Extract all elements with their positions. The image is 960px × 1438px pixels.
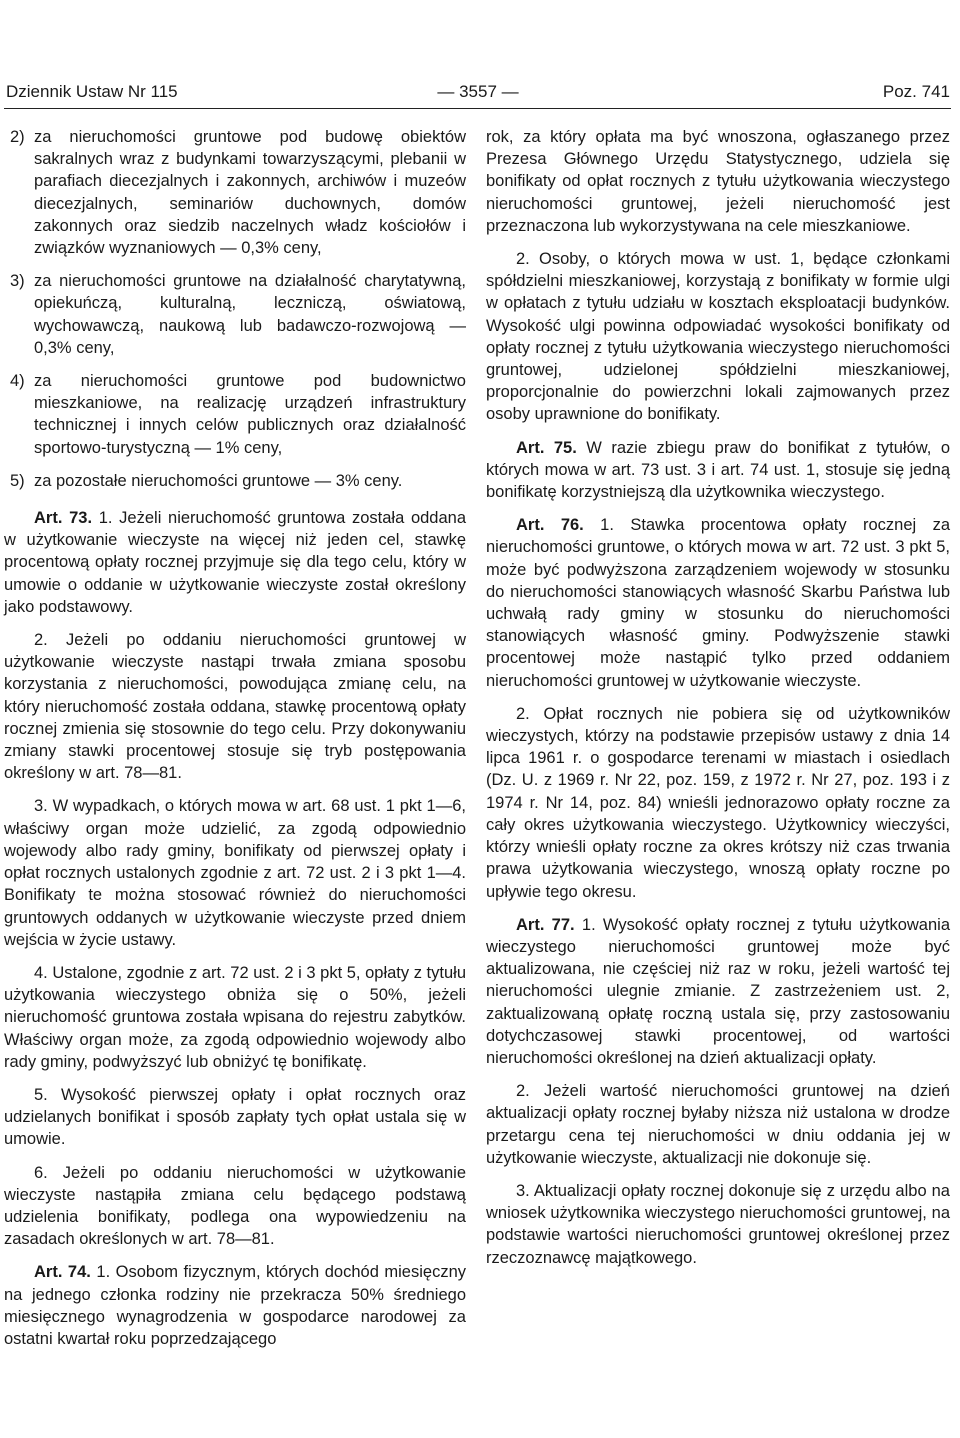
list-item-5 xyxy=(4,470,466,492)
list-item-4 xyxy=(4,370,466,459)
list-number: 3) xyxy=(10,272,25,291)
list-number: 5) xyxy=(10,471,25,490)
article-73-paragraph-2: 2. Jeżeli po oddaniu nieruchomości gruntowej w użytkowanie wieczyste nastąpi trwała zmiana sposobu korzystania z nieruchomości, powodująca zmianę celu, na który nieruchomość została oddana, stawkę procentową opłaty rocznej zmienia się stosownie do tego celu. Przy dokonywaniu zmiany stawki procentowej stosuje się tryb postępowania określony w art. 78—81. xyxy=(4,631,466,783)
article-74-paragraph-2: 2. Osoby, o których mowa w ust. 1, będące członkami spółdzielni mieszkaniowej, korzystają z bonifikaty w formie ulgi w opłatach z tytułu udziału w kosztach eksploatacji budynków. Wysokość ulgi powinna odpowiadać wysokości bonifikaty od opłaty rocznej z tytułu użytkowania wieczystego nieruchomości gruntowej, udzielonej spółdzielni mieszkaniowej, proporcjonalnie do powierzchni lokali zajmowanych przez osoby uprawnione do bonifikaty. xyxy=(486,250,950,424)
article-75 xyxy=(486,437,950,504)
left-column xyxy=(4,126,466,1361)
paragraph-text: 1. Wysokość opłaty rocznej z tytułu użytkowania wieczystego nieruchomości gruntowej może być aktualizowana, nie częściej niż raz w roku, jeżeli wartość tej nieruchomości ulegnie zmianie. Z zastrzeżeniem ust. 2, zaktualizowaną opłatę roczną ustala się, przy zastosowaniu dotychczasowej stawki procentowej, od wartości nieruchomości określonej na dzień aktualizacji opłaty. xyxy=(486,915,950,1067)
list-text: za nieruchomości gruntowe pod budownictwo mieszkaniowe, na realizację urządzeń infrastruktury technicznej i innych celów publicznych oraz działalność sportowo-turystyczną — 1% ceny, xyxy=(34,372,466,457)
article-label: Art. 77. xyxy=(516,915,575,934)
page-header xyxy=(6,80,950,108)
article-76-paragraph-1 xyxy=(486,514,950,692)
article-73-paragraph-3: 3. W wypadkach, o których mowa w art. 68 ust. 1 pkt 1—6, właściwy organ może udzielić, za zgodą odpowiednio wojewody albo rady gminy, bonifikaty od pierwszej opłaty i opłat rocznych ustalonych zgodnie z art. 72 ust. 2 i 3 pkt 1—4. Bonifikaty te można stosować również do nieruchomości gruntowych oddanych w użytkowanie wieczyste przed dniem wejścia w życie ustawy. xyxy=(4,797,466,949)
article-74-continuation: rok, za który opłata ma być wnoszona, ogłaszanego przez Prezesa Głównego Urzędu Statystycznego, udziela się bonifikaty od opłat rocznych z tytułu użytkowania wieczystego nieruchomości gruntowej, jeżeli nieruchomość jest przeznaczona lub wykorzystywana na cele mieszkaniowe. xyxy=(486,128,950,235)
paragraph-text: 1. Osobom fizycznym, których dochód miesięczny na jednego członka rodziny nie przekracza 50% średniego miesięcznego wynagrodzenia w gospodarce narodowej za ostatni kwartał roku poprzedzającego xyxy=(4,1263,466,1348)
journal-title: Dziennik Ustaw Nr 115 xyxy=(6,82,178,101)
article-73-paragraph-1 xyxy=(4,507,466,618)
list-number: 4) xyxy=(10,372,25,391)
article-label: Art. 76. xyxy=(516,516,584,535)
article-77-paragraph-3: 3. Aktualizacji opłaty rocznej dokonuje się z urzędu albo na wniosek użytkownika wieczystego nieruchomości gruntowej, na podstawie wartości nieruchomości gruntowej określonej przez rzeczoznawcę majątkowego. xyxy=(486,1181,950,1267)
article-76-paragraph-2: 2. Opłat rocznych nie pobiera się od użytkowników wieczystych, którzy na podstawie przepisów ustawy z dnia 14 lipca 1961 r. o gospodarce terenami w miastach i osiedlach (Dz. U. z 1969 r. Nr 22, poz. 159, z 1972 r. Nr 27, poz. 193 i z 1974 r. Nr 14, poz. 84) wnieśli jednorazowo opłaty roczne za cały okres użytkowania wieczystego. Użytkownicy wieczyści, którzy wnieśli opłaty roczne za okres krótszy niż czas trwania prawa użytkowania wieczystego, wnoszą opłaty roczne po upływie tego okresu. xyxy=(486,704,950,901)
list-text: za nieruchomości gruntowe pod budowę obiektów sakralnych wraz z budynkami towarzyszącymi, plebanii w parafiach diecezjalnych i zakonnych, archiwów i muzeów diecezjalnych, seminariów duchownych, domów zakonnych oraz siedzib naczelnych władz kościołów i związków wyznaniowych — 0,3% ceny, xyxy=(34,128,466,258)
list-text: za nieruchomości gruntowe na działalność charytatywną, opiekuńczą, kulturalną, leczniczą, oświatową, wychowawczą, naukową lub badawczo-rozwojową — 0,3% ceny, xyxy=(34,272,466,357)
list-number: 2) xyxy=(10,128,25,146)
article-label: Art. 74. xyxy=(34,1263,91,1282)
article-77-paragraph-2: 2. Jeżeli wartość nieruchomości gruntowej na dzień aktualizacji opłaty rocznej byłaby niższa niż ustalona w drodze przetargu cena tej nieruchomości w dniu oddania jej w użytkowanie wieczyste, aktualizacji nie dokonuje się. xyxy=(486,1082,950,1167)
list-item-2 xyxy=(4,126,466,259)
paragraph-text: W razie zbiegu praw do bonifikat z tytułów, o których mowa w art. 73 ust. 3 i art. 74 ust. 1, stosuje się jedną bonifikatę korzystniejszą dla użytkownika wieczystego. xyxy=(486,438,950,502)
article-77-paragraph-1 xyxy=(486,914,950,1069)
paragraph-text: 1. Stawka procentowa opłaty rocznej za nieruchomości gruntowe, o których mowa w art. 72 ust. 3 pkt 5, może być podwyższona zarządzeniem wojewody w stosunku do nieruchomości stanowiących własność Skarbu Państwa lub uchwałą rady gminy w stosunku do nieruchomości stanowiących własność gminy. Podwyższenie stawki procentowej może nastąpić tylko przed oddaniem nieruchomości gruntowej w użytkowanie wieczyste. xyxy=(486,516,950,690)
article-73-paragraph-6: 6. Jeżeli po oddaniu nieruchomości w użytkowanie wieczyste nastąpiła zmiana celu będącego podstawą udzielenia bonifikaty, podlega ona wypowiedzeniu na zasadach określonych w art. 78—81. xyxy=(4,1163,466,1249)
article-74-paragraph-1 xyxy=(4,1261,466,1350)
header-rule xyxy=(4,108,951,109)
paragraph-text: 1. Jeżeli nieruchomość gruntowa została oddana w użytkowanie wieczyste na więcej niż jeden cel, stawkę procentową opłaty rocznej przyjmuje się dla tego celu, który w umowie o oddanie w użytkowanie wieczyste został określony jako podstawowy. xyxy=(4,509,467,616)
list-item-3 xyxy=(4,270,466,359)
article-label: Art. 73. xyxy=(34,509,93,528)
list-text: za pozostałe nieruchomości gruntowe — 3% ceny. xyxy=(34,471,403,490)
article-73-paragraph-4: 4. Ustalone, zgodnie z art. 72 ust. 2 i 3 pkt 5, opłaty z tytułu użytkowania wieczystego obniża się o 50%, jeżeli nieruchomość gruntowa została wpisana do rejestru zabytków. Właściwy organ może, za zgodą odpowiednio wojewody albo rady gminy, podwyższyć lub obniżyć tę bonifikatę. xyxy=(4,963,466,1071)
position-number: Poz. 741 xyxy=(882,82,950,101)
right-column xyxy=(486,126,950,1280)
article-label: Art. 75. xyxy=(516,438,577,457)
article-73-paragraph-5: 5. Wysokość pierwszej opłaty i opłat rocznych oraz udzielanych bonifikat i sposób zapłaty tych opłat ustala się w umowie. xyxy=(4,1085,466,1149)
page-number: — 3557 — xyxy=(437,82,519,101)
